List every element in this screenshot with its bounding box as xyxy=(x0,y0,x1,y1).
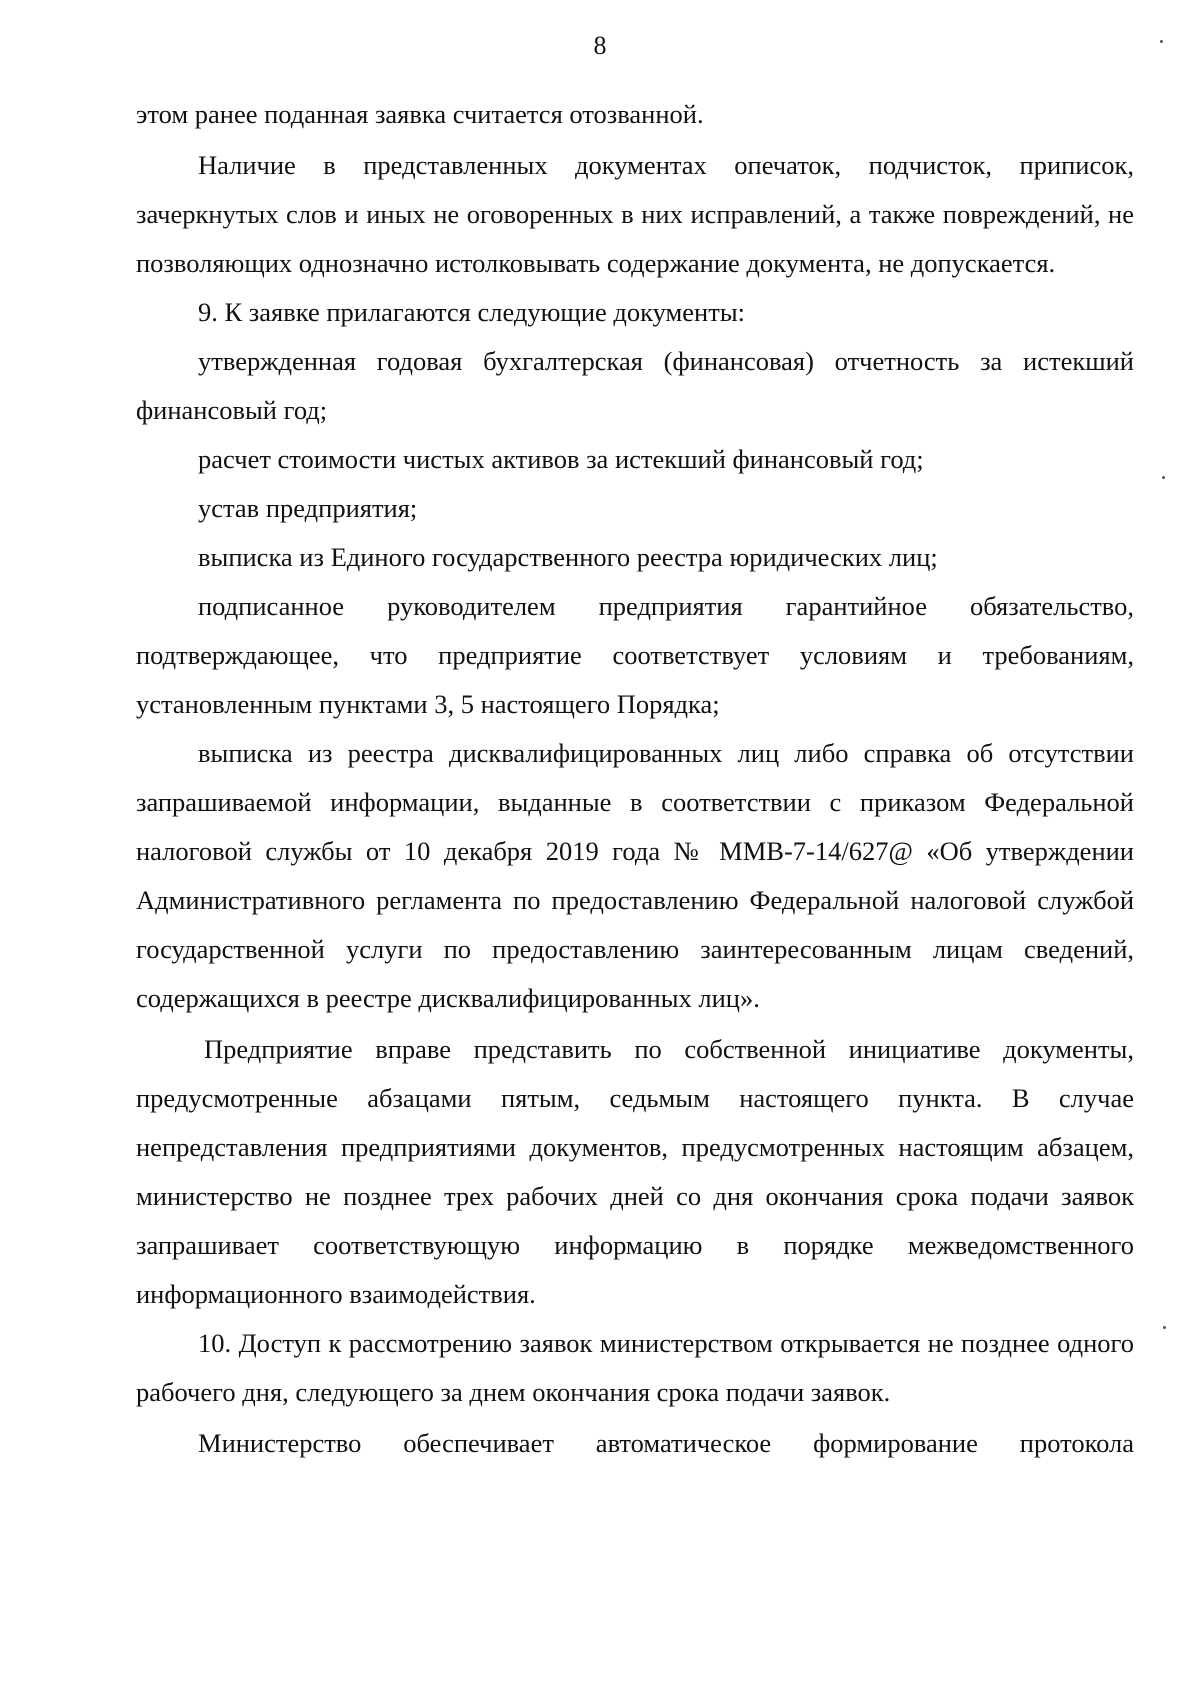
list-item-net-assets: расчет стоимости чистых активов за истекший финансовый год; xyxy=(198,444,924,474)
scan-speck xyxy=(1163,1326,1166,1329)
scan-speck xyxy=(1160,40,1163,43)
paragraph-protocol: Министерство обеспечивает автоматическое формирование протокола xyxy=(198,1428,1134,1458)
paragraph-corrections-rule: Наличие в представленных документах опечаток, подчисток, приписок, зачеркнутых слов и иных не оговоренных в них исправлений, а также повреждений, не позволяющих однозначно истолковывать содержание документа, не допускается. xyxy=(136,150,1134,278)
scan-speck xyxy=(1162,476,1165,479)
paragraph-continuation: этом ранее поданная заявка считается отозванной. xyxy=(136,99,704,129)
list-item-charter: устав предприятия; xyxy=(198,493,418,523)
list-item-egrul-extract: выписка из Единого государственного реестра юридических лиц; xyxy=(198,542,938,572)
paragraph-item-10: 10. Доступ к рассмотрению заявок министерством открывается не позднее одного рабочего дня, следующего за днем окончания срока подачи заявок. xyxy=(136,1328,1134,1407)
paragraph-item-9: 9. К заявке прилагаются следующие документы: xyxy=(198,297,745,327)
paragraph-own-initiative: Предприятие вправе представить по собственной инициативе документы, предусмотренные абзацами пятым, седьмым настоящего пункта. В случае непредставления предприятиями документов, предусмотренных настоящим абзацем, министерство не позднее трех рабочих дней со дня окончания срока подачи заявок запрашивает соответствующую информацию в порядке межведомственного информационного взаимодействия. xyxy=(136,1034,1134,1309)
document-body xyxy=(136,90,1134,1468)
page-number: 8 xyxy=(593,31,607,60)
list-item-guarantee: подписанное руководителем предприятия гарантийное обязательство, подтверждающее, что предприятие соответствует условиям и требованиям, установленным пунктами 3, 5 настоящего Порядка; xyxy=(136,591,1134,719)
list-item-annual-report: утвержденная годовая бухгалтерская (финансовая) отчетность за истекший финансовый год; xyxy=(136,346,1134,425)
list-item-disqualified-registry: выписка из реестра дисквалифицированных лиц либо справка об отсутствии запрашиваемой информации, выданные в соответствии с приказом Федеральной налоговой службы от 10 декабря 2019 года № ММВ-7-14/627@ «Об утверждении Административного регламента по предоставлению Федеральной налоговой службой государственной услуги по предоставлению заинтересованным лицам сведений, содержащихся в реестре дисквалифицированных лиц». xyxy=(136,738,1134,1013)
